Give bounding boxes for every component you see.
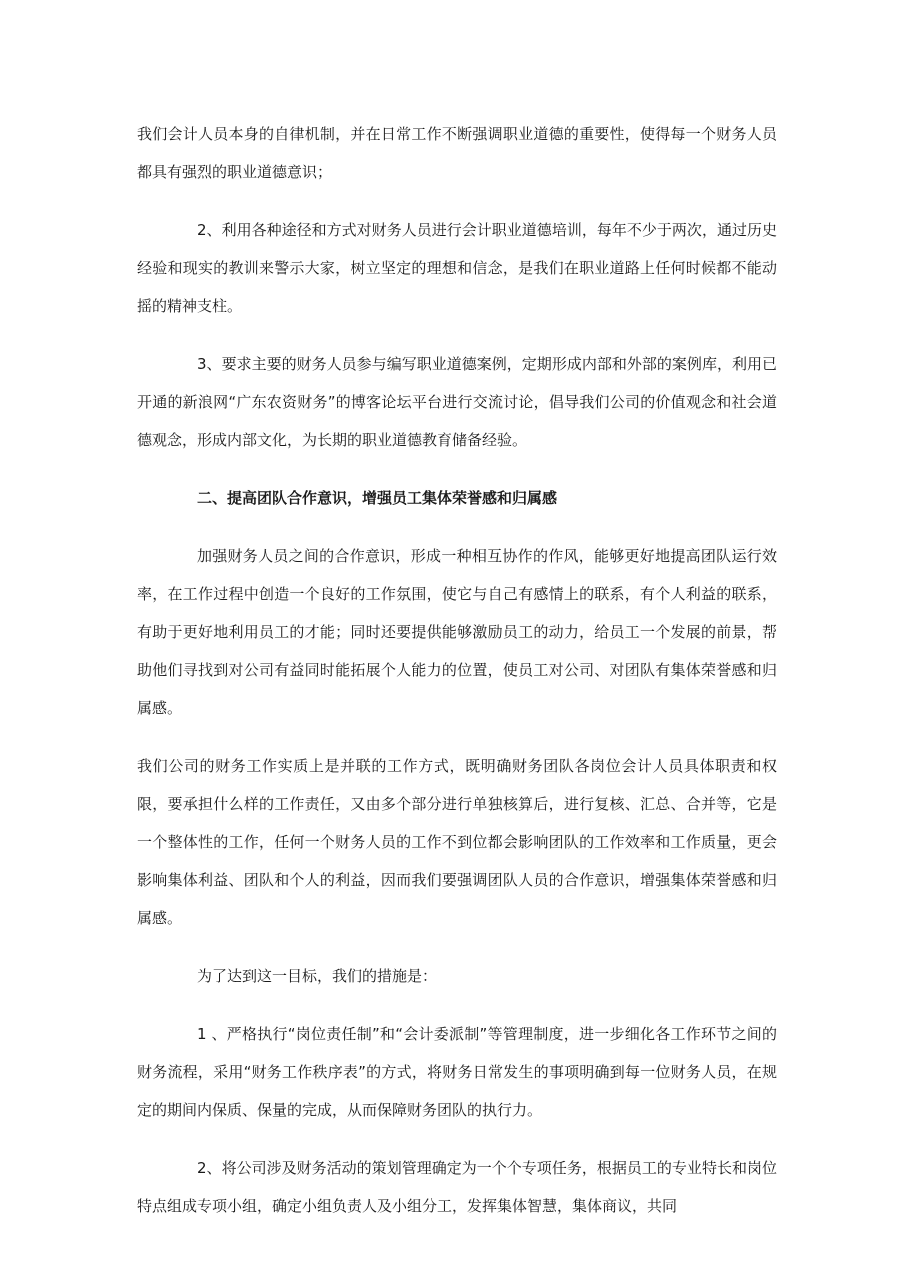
paragraph-parallel-work: 我们公司的财务工作实质上是并联的工作方式，既明确财务团队各岗位会计人员具体职责和权限，要承担什么样的工作责任，又由多个部分进行单独核算后，进行复核、汇总、合并等，它是一个整体性的工作，任何一个财务人员的工作不到位都会影响团队的工作效率和工作质量，更会影响集体利益、团队和个人的利益，因而我们要强调团队人员的合作意识，增强集体荣誉感和归属感。 [137,757,777,927]
paragraph-self-discipline: 我们会计人员本身的自律机制，并在日常工作不断强调职业道德的重要性，使得每一个财务人员都具有强烈的职业道德意识； [137,125,777,181]
paragraph-cooperation: 加强财务人员之间的合作意识，形成一种相互协作的作风，能够更好地提高团队运行效率，在工作过程中创造一个良好的工作氛围，使它与自己有感情上的联系，有个人利益的联系，有助于更好地利用员工的才能；同时还要提供能够激励员工的动力，给员工一个发展的前景，帮助他们寻找到对公司有益同时能拓展个人能力的位置，使员工对公司、对团队有集体荣誉感和归属感。 [137,547,777,717]
paragraph-measures-intro: 为了达到这一目标，我们的措施是： [197,967,438,985]
paragraph-item-2-training: 2、利用各种途径和方式对财务人员进行会计职业道德培训，每年不少于两次，通过历史经验和现实的教训来警示大家，树立坚定的理想和信念，是我们在职业道路上任何时候都不能动摇的精神支柱。 [137,221,777,315]
document-body [137,115,777,1225]
paragraph-measure-2: 2、将公司涉及财务活动的策划管理确定为一个个专项任务，根据员工的专业特长和岗位特点组成专项小组，确定小组负责人及小组分工，发挥集体智慧，集体商议，共同 [137,1159,777,1215]
section-heading-teamwork: 二、提高团队合作意识，增强员工集体荣誉感和归属感 [197,489,558,507]
paragraph-measure-1: 1 、严格执行“岗位责任制”和“会计委派制”等管理制度，进一步细化各工作环节之间的财务流程，采用“财务工作秩序表”的方式，将财务日常发生的事项明确到每一位财务人员，在规定的期间内保质、保量的完成，从而保障财务团队的执行力。 [137,1025,777,1119]
paragraph-item-3-case-library: 3、要求主要的财务人员参与编写职业道德案例，定期形成内部和外部的案例库，利用已开通的新浪网“广东农资财务”的博客论坛平台进行交流讨论，倡导我们公司的价值观念和社会道德观念，形成内部文化，为长期的职业道德教育储备经验。 [137,355,777,449]
